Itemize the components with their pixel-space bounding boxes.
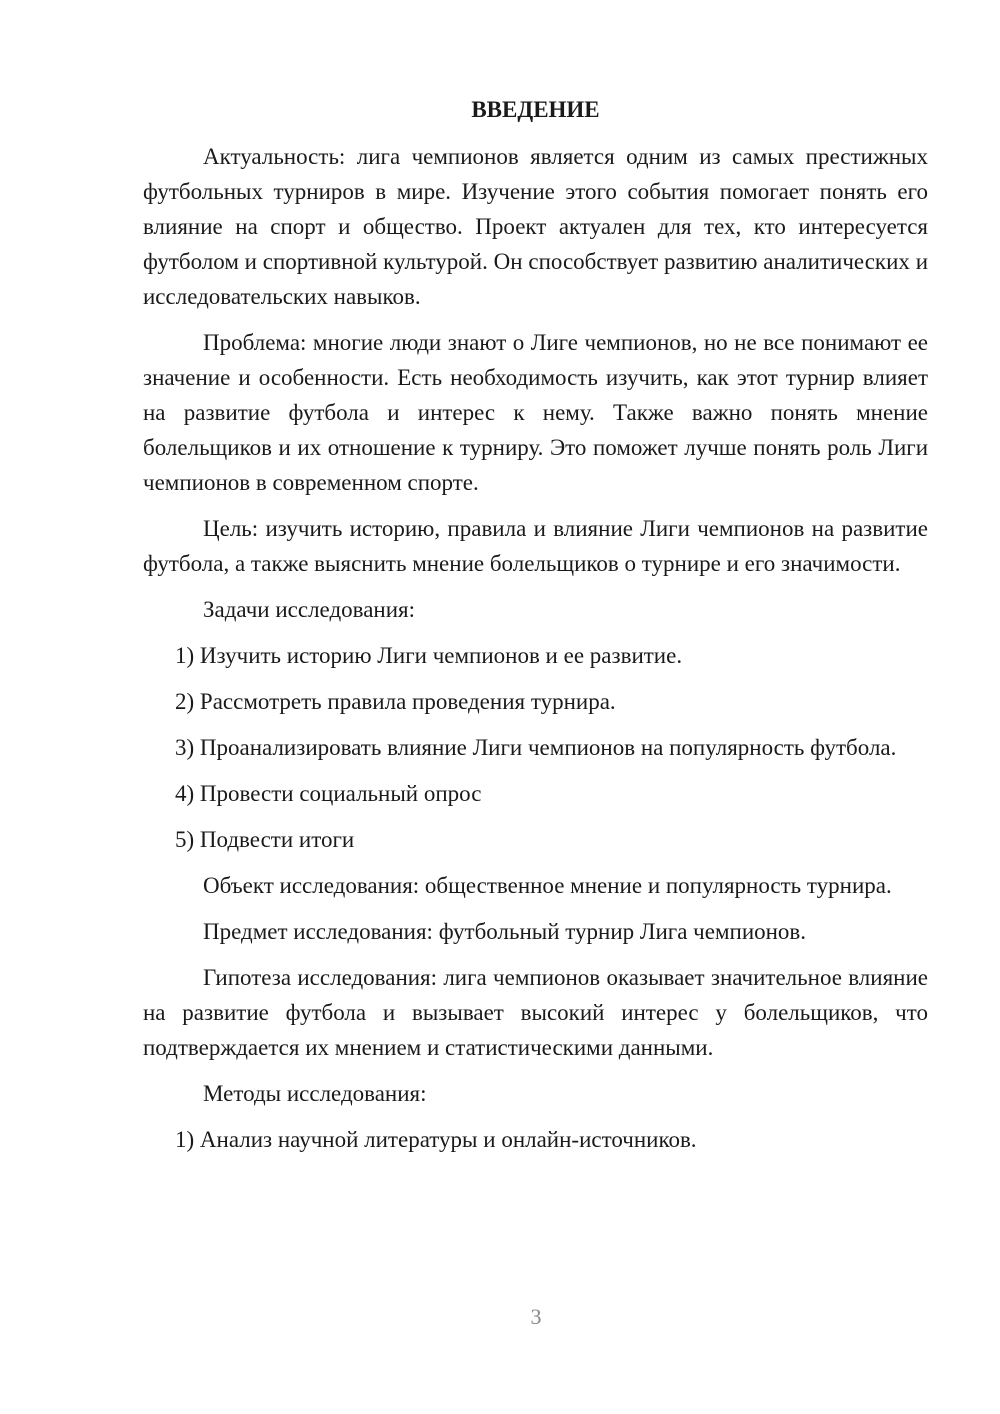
- task-item: 1) Изучить историю Лиги чемпионов и ее развитие.: [175, 643, 683, 668]
- paragraph-object: Объект исследования: общественное мнение и популярность турнира.: [203, 873, 892, 898]
- paragraph-goal: Цель: изучить историю, правила и влияние Лиги чемпионов на развитие футбола, а также выяснить мнение болельщиков о турнире и его значимости.: [143, 516, 928, 576]
- tasks-heading: Задачи исследования:: [203, 597, 416, 622]
- methods-heading: Методы исследования:: [203, 1081, 427, 1106]
- task-item: 5) Подвести итоги: [175, 827, 355, 852]
- paragraph-problem: Проблема: многие люди знают о Лиге чемпионов, но не все понимают ее значение и особенности. Есть необходимость изучить, как этот турнир влияет на развитие футбола и интерес к нему. Также важно понять мнение болельщиков и их отношение к турниру. Это поможет лучше понять роль Лиги чемпионов в современном спорте.: [143, 330, 928, 495]
- task-item: 4) Провести социальный опрос: [175, 781, 482, 806]
- paragraph-hypothesis: Гипотеза исследования: лига чемпионов оказывает значительное влияние на развитие футбола и вызывает высокий интерес у болельщиков, что подтверждается их мнением и статистическими данными.: [143, 965, 928, 1060]
- section-title: ВВЕДЕНИЕ: [471, 97, 600, 122]
- paragraph-relevance: Актуальность: лига чемпионов является одним из самых престижных футбольных турниров в мире. Изучение этого события помогает понять его влияние на спорт и общество. Проект актуален для тех, кто интересуется футболом и спортивной культурой. Он способствует развитию аналитических и исследовательских навыков.: [143, 144, 928, 309]
- page-number: 3: [530, 1304, 542, 1329]
- document-page: [143, 95, 928, 1168]
- paragraph-subject: Предмет исследования: футбольный турнир Лига чемпионов.: [203, 919, 807, 944]
- task-item: 2) Рассмотреть правила проведения турнира.: [175, 689, 616, 714]
- task-item: 3) Проанализировать влияние Лиги чемпионов на популярность футбола.: [175, 735, 897, 760]
- method-item: 1) Анализ научной литературы и онлайн-источников.: [175, 1127, 697, 1152]
